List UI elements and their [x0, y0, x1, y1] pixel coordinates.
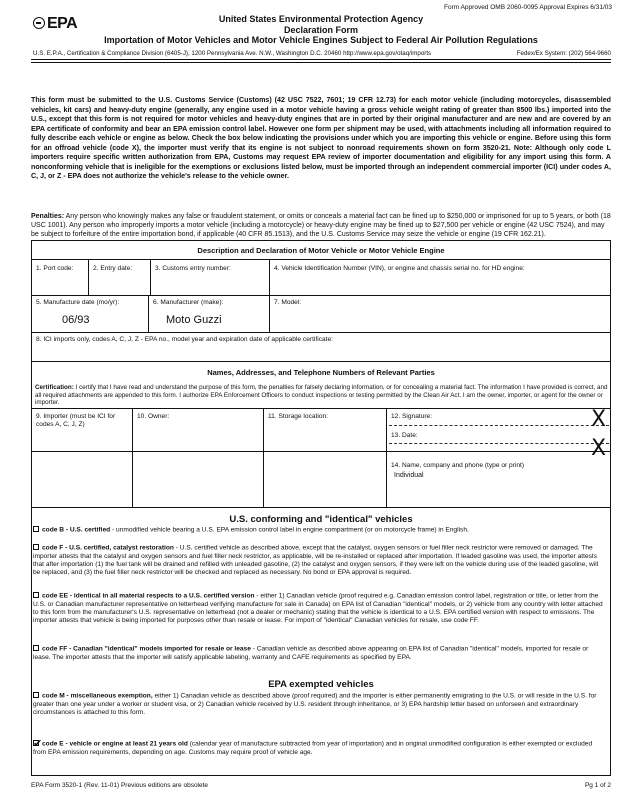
form-header [31, 13, 611, 99]
divider [150, 259, 151, 295]
divider [386, 452, 387, 508]
fedex-text: Fedex/Ex System: (202) 564-9660 [516, 50, 611, 57]
signature-line[interactable] [389, 425, 609, 426]
mfg-date-label: 5. Manufacture date (mo/yr): [36, 299, 120, 306]
header-titles [31, 14, 611, 46]
us-section-title: U.S. conforming and "identical" vehicles [229, 514, 413, 525]
certification-label: Certification: [35, 384, 74, 391]
code-ff-label: code FF - Canadian "identical" models imported for resale or lease [42, 645, 251, 653]
code-e-text: (calendar year of manufacture subtracted from year of importation) and in original unmodified configuration is either exempted or excluded from EPA emission requirements, depending on age. Customs may require proof of vehicle age. [33, 740, 593, 756]
entry-date-label: 2. Entry date: [93, 265, 133, 272]
code-e-label: code E - vehicle or engine at least 21 years old [42, 740, 188, 748]
storage-label: 11. Storage location: [268, 413, 328, 420]
declaration-frame [31, 240, 611, 452]
model-label: 7. Model: [274, 299, 302, 306]
signature-x-mark: X [591, 407, 607, 432]
code-ee-text: - either 1) Canadian vehicle (proof required e.g. Canadian emission control label, registration or title, or letter from the U.S. or Canadian manufacturer representative on letterhead verifying manufacture for sale in Canada) on EPA list of Canadian "identical" models, or 2) vehicle from any country with letter attached to this form from the manufacturer's U.S. representative on letterhead (not a dealer or mechanic) stating that the vehicle is identical to a U.S. EPA certified version with respect to emissions. The importer attests that vehicle is being imported for purposes other than resale or lease. For import of "identical" Canadian vehicles for resale, use code FF. [33, 592, 603, 625]
agency-address [33, 50, 611, 57]
code-ee-label: code EE - identical in all material respects to a U.S. certified version [42, 592, 255, 600]
name-phone-value[interactable]: Individual [394, 472, 424, 479]
code-f-text: - U.S. certified vehicle as described above, except that the catalyst, oxygen sensors or fuel filler neck restrictor were removed or damaged. The importer attests that the catalyst and oxygen sensors and fuel filler neck restrictor, as applicable, will be re-installed or replaced after importation. If leaded gasoline was used, the importer attests that after importation (1) the fuel tank will be drained and refilled with unleaded gasoline, (2) the catalyst and oxygen sensors, if they were left on the vehicle during use of the leaded gasoline, will be replaced, and (3) the fuel filler neck restrictor will be checked and replaced as necessary. No bond or EPA approval is required. [33, 544, 599, 577]
certification-body: I certify that I have read and understand the purpose of this form, the penalties for falsely declaring information, or for concealing a material fact. The information I have provided is correct, and all required attachments are appended to this form. I authorize EPA Enforcement Officers to conduct inspections or testing permitted by the Clean Air Act. I am the owner, importer, or agent for the owner or importer. [35, 384, 608, 406]
form-subject: Importation of Motor Vehicles and Motor Vehicle Engines Subject to Federal Air Pollution Regulations [104, 35, 538, 45]
rule [32, 361, 610, 362]
date-label: 13. Date: [391, 432, 418, 439]
code-e-checkmark-icon: ✔ [33, 737, 43, 750]
code-e-option[interactable] [33, 740, 607, 757]
penalties-label: Penalties: [31, 213, 65, 220]
page-footer [31, 782, 611, 789]
code-ff-checkbox[interactable] [33, 645, 39, 651]
divider [269, 295, 270, 332]
code-b-text: - unmodified vehicle bearing a U.S. EPA emission control label in engine compartment (or on motorcycle frame) in English. [110, 526, 469, 534]
code-b-option[interactable] [33, 526, 607, 535]
divider [132, 408, 133, 453]
penalties-text: Any person who knowingly makes any false or fraudulent statement, or omits or conceals a material fact can be fined up to $250,000 or imprisoned for up to 5 years, or both (18 USC 1001). Any person who improperly imports a motor vehicle (including a motorcycle) or heavy-duty engine may be fined up to $27,500 per vehicle or engine (42 USC 7524), and may be subject to forfeiture of the entire importation bond, if applicable (40 CFR 85.1513), and the U.S. Customs Service may seize the vehicle or engine (19 CFR 162.21). [31, 213, 611, 238]
divider [88, 259, 89, 295]
penalties-paragraph [31, 212, 611, 239]
vin-label: 4. Vehicle Identification Number (VIN), or engine and chassis serial no. for HD engine: [274, 265, 525, 272]
code-f-checkbox[interactable] [33, 544, 39, 550]
header-rule-thin [31, 62, 611, 63]
code-f-option[interactable] [33, 544, 607, 577]
certification-text [35, 384, 609, 407]
form-number: EPA Form 3520-1 (Rev. 11-01) Previous editions are obsolete [31, 782, 209, 789]
divider [148, 295, 149, 332]
code-m-option[interactable] [33, 692, 607, 717]
divider [263, 452, 264, 508]
intro-paragraph: This form must be submitted to the U.S. Customs Service (Customs) (42 USC 7522, 7601; 19 CFR 12.73) for each motor vehicle (including motorcycles, disassembled vehicles, kit cars) and heavy-duty engine (generally, any engine used in a motor vehicle having a gross vehicle weight rating of greater than 8500 lbs.) imported into the U.S., except that this form is not required for motor vehicles and heavy-duty engines that are in ported by their original manufacturer and are new and are covered by an EPA certificate of conformity and bear an EPA emission control label. However one form per shipment may be used, with attachments including all information required to fully describe each vehicle or engine as below. Check the box below indicating the provisions under which you are importing this vehicle or engine. Before using this form for an offroad vehicle (code X), the importer must verify that its engine is not subject to nonroad requirements shown on form 3520-21. Note: Although only code L importers require specific written authorization from EPA, Customs may request EPA review of importer documentation and eligibility for any import using this form. A nonconforming vehicle that is ineligible for the exemptions or exclusions listed below, must be imported through an independent commercial importer (ICI) under codes A, C, J, or Z - EPA does not authorize the vehicle's release to the vehicle owner. [31, 96, 611, 180]
approval-note: Form Approved OMB 2060-0095 Approval Expires 6/31/03 [443, 4, 612, 11]
manufacturer-label: 6. Manufacturer (make): [153, 299, 224, 306]
header-rule [31, 59, 611, 60]
code-ee-checkbox[interactable] [33, 592, 39, 598]
customs-entry-label: 3. Customs entry number: [155, 265, 231, 272]
form-name: Declaration Form [283, 24, 359, 35]
port-code-label: 1. Port code: [36, 265, 74, 272]
code-f-label: code F - U.S. certified, catalyst restoration [42, 544, 174, 552]
page-number: Pg 1 of 2 [584, 782, 611, 789]
signature-label: 12. Signature: [391, 413, 433, 420]
description-section-title: Description and Declaration of Motor Vehicle or Motor Vehicle Engine [197, 246, 445, 255]
ici-label: 8. ICI imports only, codes A, C, J, Z - EPA no., model year and expiration date of applicable certificate: [36, 336, 333, 343]
exempt-section-title: EPA exempted vehicles [268, 679, 374, 690]
code-m-text: either 1) Canadian vehicle as described above (proof required) and the importer is either permanently emigrating to the U.S. or will reside in the U.S. for greater than one year under a worker or student visa, or 2) Canadian vehicle received by U.S. resident through inheritance, or 3) EPA hardship letter based on unforseen and extraordinary circumstances is attached to this form. [33, 692, 597, 716]
address-text: U.S. E.P.A., Certification & Compliance Division (6405-J), 1200 Pennsylvania Ave. N.W., Washington D.C. 20460 http://www.epa.gov/otaq/imports [33, 50, 432, 57]
code-ff-text: - Canadian vehicle as described above appearing on EPA list of Canadian "identical" models, imported for resale or lease. The importer attests that the importer will satisfy applicable labeling, warranty and CAFE requirements as specified by EPA. [33, 645, 589, 661]
divider [386, 408, 387, 453]
epa-logo-text: EPA [47, 15, 78, 32]
owner-label: 10. Owner: [137, 413, 170, 420]
rule [32, 295, 610, 296]
names-lower-frame [31, 452, 611, 508]
date-x-mark: X [591, 436, 607, 461]
divider [132, 452, 133, 508]
names-section-title: Names, Addresses, and Telephone Numbers of Relevant Parties [207, 368, 435, 377]
divider [263, 408, 264, 453]
code-m-label: code M - miscellaneous exemption, [42, 692, 153, 700]
importer-label: 9. Importer (must be ICI for codes A, C, J, Z) [36, 413, 116, 428]
rule [32, 408, 610, 409]
code-ee-option[interactable] [33, 592, 607, 625]
date-line[interactable] [389, 443, 609, 444]
name-phone-label: 14. Name, company and phone (type or print) [391, 462, 525, 469]
divider [269, 259, 270, 295]
agency-name: United States Environmental Protection Agency [218, 14, 424, 24]
code-b-label: code B - U.S. certified [42, 526, 111, 534]
code-ff-option[interactable] [33, 645, 607, 662]
manufacturer-value[interactable]: Moto Guzzi [166, 314, 222, 326]
rule [32, 332, 610, 333]
rule [32, 259, 610, 260]
mfg-date-value[interactable]: 06/93 [62, 314, 90, 326]
code-m-checkbox[interactable] [33, 692, 39, 698]
code-b-checkbox[interactable] [33, 526, 39, 532]
